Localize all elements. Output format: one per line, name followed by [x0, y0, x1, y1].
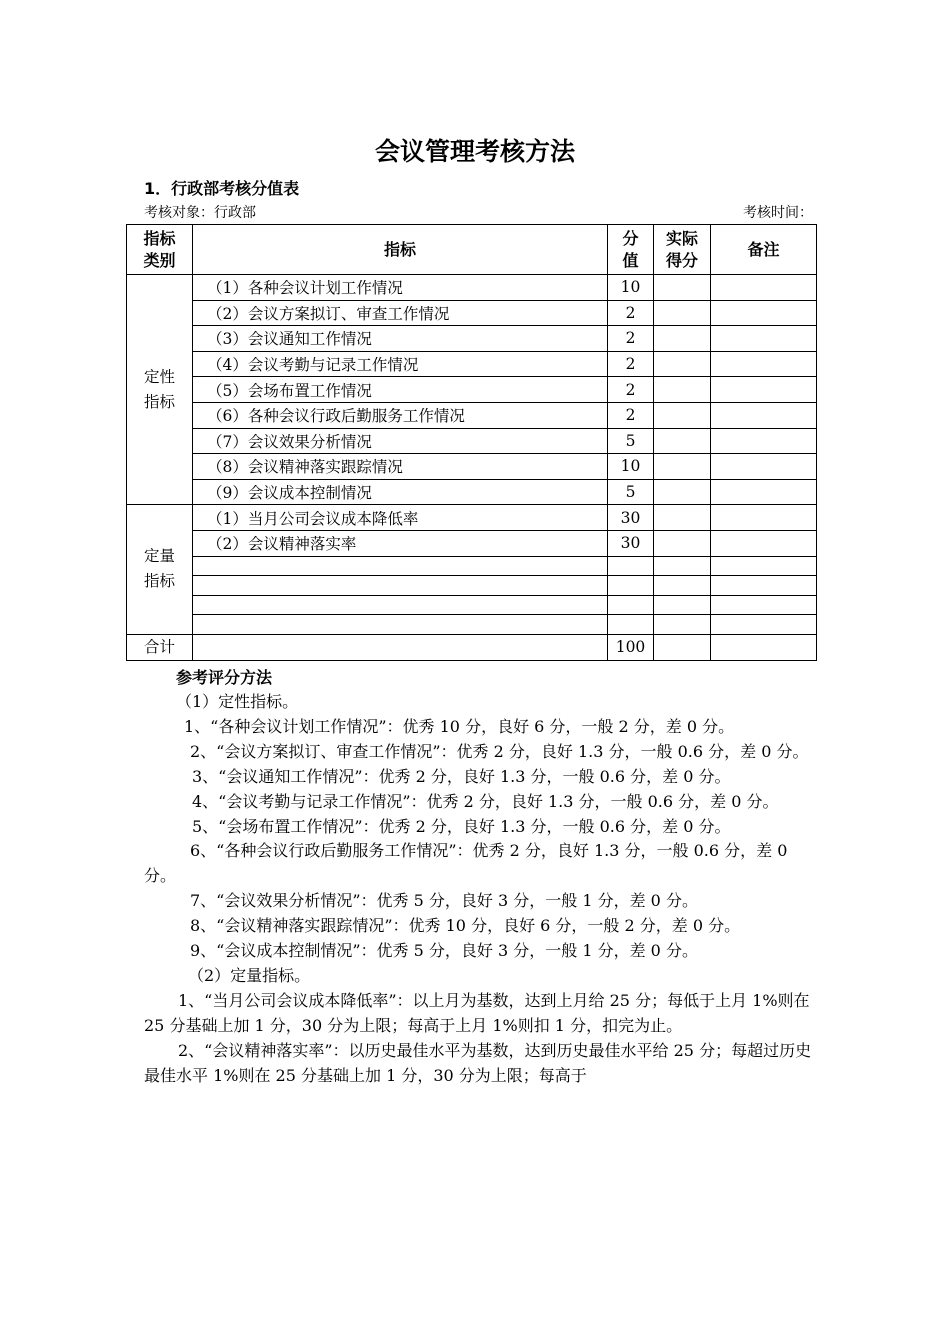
remark-cell — [711, 326, 817, 352]
table-header-row — [127, 225, 817, 275]
actual-score-cell — [654, 428, 711, 454]
remark-cell — [711, 505, 817, 531]
score-cell: 10 — [608, 454, 654, 480]
actual-score-cell — [654, 454, 711, 480]
actual-score-cell — [654, 556, 711, 576]
indicator-cell: （2）会议精神落实率 — [193, 530, 608, 556]
table-row — [127, 454, 817, 480]
score-cell — [608, 576, 654, 596]
score-cell: 30 — [608, 530, 654, 556]
remark-cell — [711, 615, 817, 635]
header-actual-score: 实际 得分 — [654, 225, 711, 275]
remark-cell — [711, 275, 817, 301]
header-score: 分 值 — [608, 225, 654, 275]
header-indicator: 指标 — [193, 225, 608, 275]
method-paragraph: 1、“当月公司会议成本降低率”：以上月为基数，达到上月给 25 分；每低于上月 1%则在 25 分基础上加 1 分，30 分为上限；每高于上月 1%则扣 1 分，扣完为止。 — [144, 990, 810, 1035]
assessment-target: 考核对象：行政部 — [144, 205, 256, 221]
table-row — [127, 505, 817, 531]
actual-score-cell — [654, 505, 711, 531]
score-cell: 10 — [608, 275, 654, 301]
table-row — [127, 556, 817, 576]
indicator-cell: （7）会议效果分析情况 — [193, 428, 608, 454]
indicator-cell — [193, 595, 608, 615]
method-paragraph: 1、“各种会议计划工作情况”：优秀 10 分，良好 6 分，一般 2 分，差 0 分。 — [184, 716, 735, 736]
actual-score-cell — [654, 377, 711, 403]
method-paragraph: 2、“会议精神落实率”：以历史最佳水平为基数，达到历史最佳水平给 25 分；每超过历史最佳水平 1%则在 25 分基础上加 1 分，30 分为上限；每高于 — [144, 1040, 812, 1085]
indicator-cell: （6）各种会议行政后勤服务工作情况 — [193, 402, 608, 428]
indicator-cell: （1）各种会议计划工作情况 — [193, 275, 608, 301]
score-cell: 30 — [608, 505, 654, 531]
method-paragraph: （2）定量指标。 — [188, 965, 311, 985]
score-cell — [608, 595, 654, 615]
score-cell: 2 — [608, 351, 654, 377]
score-table — [126, 224, 817, 661]
indicator-cell: （5）会场布置工作情况 — [193, 377, 608, 403]
table-row — [127, 428, 817, 454]
method-paragraph: 9、“会议成本控制情况”：优秀 5 分，良好 3 分，一般 1 分，差 0 分。 — [190, 941, 698, 961]
total-remark-cell — [711, 634, 817, 660]
method-paragraph: 4、“会议考勤与记录工作情况”：优秀 2 分，良好 1.3 分，一般 0.6 分，差 0 分。 — [192, 791, 779, 811]
indicator-cell — [193, 556, 608, 576]
total-score: 100 — [608, 634, 654, 660]
score-cell: 5 — [608, 479, 654, 505]
remark-cell — [711, 351, 817, 377]
actual-score-cell — [654, 275, 711, 301]
table-row — [127, 530, 817, 556]
total-actual-cell — [654, 634, 711, 660]
total-indicator-cell — [193, 634, 608, 660]
score-cell — [608, 615, 654, 635]
remark-cell — [711, 479, 817, 505]
header-remark: 备注 — [711, 225, 817, 275]
score-cell: 2 — [608, 377, 654, 403]
total-label: 合计 — [127, 634, 193, 660]
actual-score-cell — [654, 351, 711, 377]
remark-cell — [711, 428, 817, 454]
assessment-time: 考核时间： — [743, 205, 813, 221]
table-row — [127, 275, 817, 301]
score-cell: 2 — [608, 402, 654, 428]
indicator-cell: （8）会议精神落实跟踪情况 — [193, 454, 608, 480]
table-row — [127, 615, 817, 635]
method-paragraph: 7、“会议效果分析情况”：优秀 5 分，良好 3 分，一般 1 分，差 0 分。 — [190, 891, 698, 911]
remark-cell — [711, 595, 817, 615]
remark-cell — [711, 377, 817, 403]
actual-score-cell — [654, 479, 711, 505]
score-cell: 2 — [608, 300, 654, 326]
method-title: 参考评分方法 — [176, 668, 273, 687]
table-row — [127, 595, 817, 615]
qualitative-category: 定性 指标 — [127, 275, 193, 505]
actual-score-cell — [654, 300, 711, 326]
method-body — [144, 690, 820, 1089]
remark-cell — [711, 576, 817, 596]
indicator-cell: （2）会议方案拟订、审查工作情况 — [193, 300, 608, 326]
indicator-cell: （4）会议考勤与记录工作情况 — [193, 351, 608, 377]
header-category: 指标 类别 — [127, 225, 193, 275]
method-paragraph: 8、“会议精神落实跟踪情况”：优秀 10 分，良好 6 分，一般 2 分，差 0 分。 — [190, 916, 741, 936]
actual-score-cell — [654, 402, 711, 428]
method-paragraph: （1）定性指标。 — [176, 692, 299, 711]
indicator-cell: （9）会议成本控制情况 — [193, 479, 608, 505]
indicator-cell — [193, 615, 608, 635]
section-subtitle: 1．行政部考核分值表 — [144, 179, 300, 198]
table-row — [127, 300, 817, 326]
indicator-cell: （3）会议通知工作情况 — [193, 326, 608, 352]
score-cell — [608, 556, 654, 576]
table-row — [127, 377, 817, 403]
indicator-cell — [193, 576, 608, 596]
actual-score-cell — [654, 326, 711, 352]
method-paragraph: 6、“各种会议行政后勤服务工作情况”：优秀 2 分，良好 1.3 分，一般 0.6 分，差 0 分。 — [144, 841, 788, 886]
quantitative-category: 定量 指标 — [127, 505, 193, 634]
table-row — [127, 402, 817, 428]
remark-cell — [711, 530, 817, 556]
score-cell: 2 — [608, 326, 654, 352]
table-row — [127, 326, 817, 352]
method-paragraph: 3、“会议通知工作情况”：优秀 2 分，良好 1.3 分，一般 0.6 分，差 0 分。 — [192, 766, 731, 786]
actual-score-cell — [654, 530, 711, 556]
remark-cell — [711, 556, 817, 576]
total-row — [127, 634, 817, 660]
table-row — [127, 479, 817, 505]
indicator-cell: （1）当月公司会议成本降低率 — [193, 505, 608, 531]
method-paragraph: 2、“会议方案拟订、审查工作情况”：优秀 2 分，良好 1.3 分，一般 0.6 分，差 0 分。 — [190, 741, 809, 761]
score-cell: 5 — [608, 428, 654, 454]
actual-score-cell — [654, 615, 711, 635]
actual-score-cell — [654, 576, 711, 596]
remark-cell — [711, 300, 817, 326]
remark-cell — [711, 402, 817, 428]
remark-cell — [711, 454, 817, 480]
method-paragraph: 5、“会场布置工作情况”：优秀 2 分，良好 1.3 分，一般 0.6 分，差 0 分。 — [192, 816, 731, 836]
document-title: 会议管理考核方法 — [374, 137, 575, 166]
table-row — [127, 576, 817, 596]
table-row — [127, 351, 817, 377]
actual-score-cell — [654, 595, 711, 615]
